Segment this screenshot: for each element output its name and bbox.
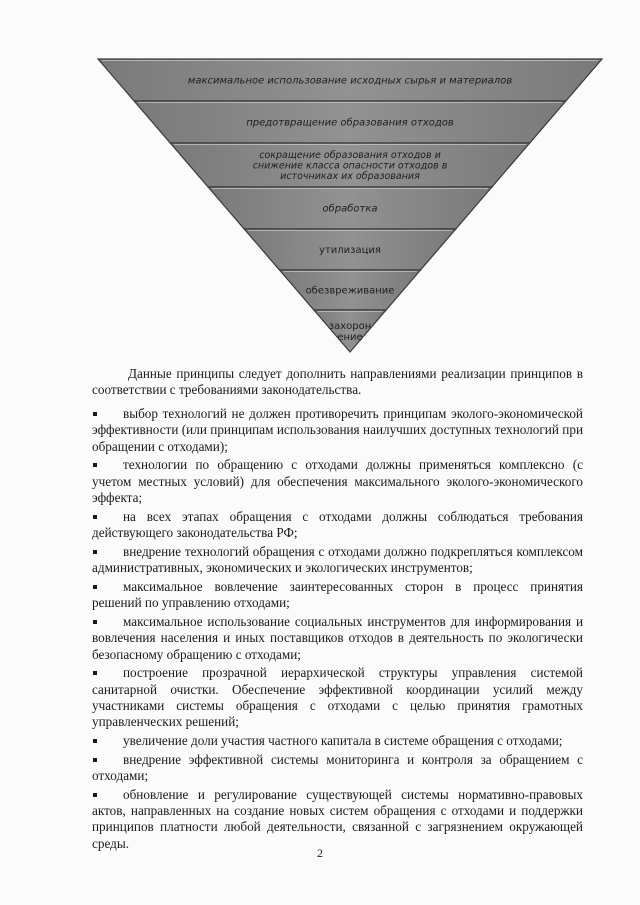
principles-list bbox=[92, 406, 583, 854]
tier-label: ение bbox=[337, 332, 363, 343]
principle-text: выбор технологий не должен противоречить принципам эколого-экономической эффективности (или принципам использования наилучших доступных технологий при обращении с отходами); bbox=[92, 406, 583, 454]
tier-label: предотвращение образования отходов bbox=[246, 117, 454, 129]
principle-item bbox=[92, 457, 583, 506]
principle-text: внедрение эффективной системы мониторинга и контроля за обращением с отходами; bbox=[92, 751, 583, 784]
tier-label: снижение класса опасности отходов в bbox=[252, 160, 448, 172]
principle-item bbox=[92, 406, 583, 455]
bullet-square-icon bbox=[93, 412, 97, 416]
page-number: 2 bbox=[317, 846, 323, 860]
bullet-square-icon bbox=[93, 620, 97, 624]
intro-paragraph: Данные принципы следует дополнить направлениями реализации принципов в соответствии с требованиями законодательства. bbox=[92, 366, 583, 398]
bullet-square-icon bbox=[93, 463, 97, 467]
principle-item bbox=[92, 509, 583, 542]
principle-text: максимальное вовлечение заинтересованных сторон в процесс принятия решений по управлению отходами; bbox=[92, 578, 583, 611]
principle-text: максимальное использование социальных инструментов для информирования и вовлечения населения и иных поставщиков отходов в деятельность по экологически безопасному обращению с отходами; bbox=[92, 613, 583, 662]
principle-text: увеличение доли участия частного капитала в системе обращения с отходами; bbox=[123, 733, 563, 749]
bullet-square-icon bbox=[93, 758, 97, 762]
bullet-square-icon bbox=[93, 515, 97, 519]
principle-item bbox=[92, 579, 583, 612]
principle-text: технологии по обращению с отходами должны применяться комплексно (с учетом местных условий) для обеспечения максимального эколого-экономического эффекта; bbox=[92, 457, 583, 506]
bullet-square-icon bbox=[93, 793, 97, 797]
principle-text: внедрение технологий обращения с отходами должно подкрепляться комплексом административных, экономических и экологических инструментов; bbox=[92, 543, 583, 576]
tier-label: источниках их образования bbox=[280, 171, 420, 182]
bullet-square-icon bbox=[93, 739, 97, 743]
tier-label: максимальное использование исходных сырья и материалов bbox=[187, 75, 513, 87]
tier-label: сокращение образования отходов и bbox=[259, 150, 441, 161]
principle-item bbox=[92, 665, 583, 731]
principle-text: построение прозрачной иерархической структуры управления системой санитарной очистки. Обеспечение эффективной координации усилий между участниками системы обращения с отходами с целью принятия грамотных управленческих решений; bbox=[92, 665, 583, 730]
tier-label: обработка bbox=[322, 203, 378, 215]
bullet-square-icon bbox=[93, 671, 97, 675]
principle-item bbox=[92, 733, 583, 749]
principle-item bbox=[92, 787, 583, 853]
principle-item bbox=[92, 752, 583, 785]
principle-text: обновление и регулирование существующей системы нормативно-правовых актов, направленных на создание новых систем обращения с отходами и поддержки принципов платности любой деятельности, связанной с загрязнением окружающей среды. bbox=[92, 786, 583, 851]
tier-label: утилизация bbox=[319, 245, 381, 256]
principle-item bbox=[92, 614, 583, 663]
tier-label: обезвреживание bbox=[305, 285, 395, 297]
bullet-square-icon bbox=[93, 550, 97, 554]
principle-item bbox=[92, 544, 583, 577]
tier-label: захорон bbox=[328, 321, 372, 332]
principle-text: на всех этапах обращения с отходами должны соблюдаться требования действующего законодательства РФ; bbox=[92, 508, 583, 541]
waste-hierarchy-pyramid bbox=[0, 0, 640, 360]
bullet-square-icon bbox=[93, 585, 97, 589]
